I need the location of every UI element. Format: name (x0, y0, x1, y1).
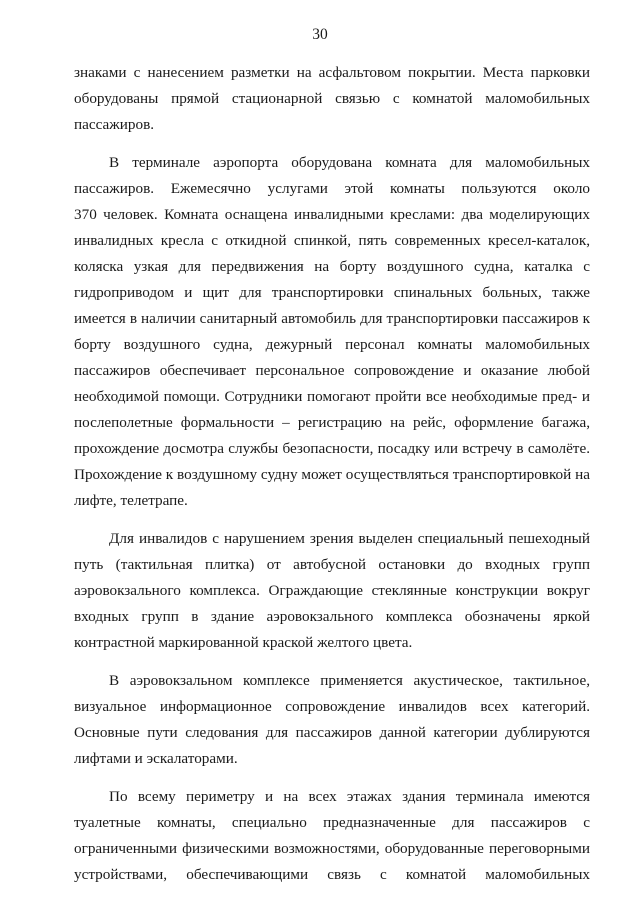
text-line: прохождение досмотра службы безопасности, посадку или встречу в самолёте. (74, 440, 590, 457)
text-line: В терминале аэропорта оборудована комната для маломобильных (109, 154, 590, 171)
text-line: борту воздушного судна, дежурный персонал комнаты маломобильных (74, 336, 590, 353)
body-text (74, 60, 590, 888)
text-line: Основные пути следования для пассажиров данной категории дублируются (74, 724, 590, 741)
text-line: послеполетные формальности – регистрацию на рейс, оформление багажа, (74, 414, 590, 431)
text-line: устройствами, обеспечивающими связь с комнатой маломобильных (74, 866, 590, 883)
text-line: ограниченными физическими возможностями, оборудованные переговорными (74, 840, 590, 857)
text-line: гидроприводом и щит для транспортировки спинальных больных, также (74, 284, 590, 301)
text-line: В аэровокзальном комплексе применяется акустическое, тактильное, (109, 672, 590, 689)
page-number: 30 (312, 26, 328, 43)
text-line: коляска узкая для передвижения на борту воздушного судна, каталка с (74, 258, 590, 275)
text-line: пассажиров. (74, 116, 155, 133)
text-line: лифте, телетрапе. (74, 492, 188, 509)
text-line: Прохождение к воздушному судну может осуществляться транспортировкой на (74, 466, 590, 483)
text-line: Для инвалидов с нарушением зрения выделен специальный пешеходный (109, 530, 590, 547)
paragraph (74, 784, 590, 888)
paragraph (74, 60, 590, 138)
text-line: пассажиров обеспечивает персональное сопровождение и оказание любой (74, 362, 590, 379)
text-line: путь (тактильная плитка) от автобусной остановки до входных групп (74, 556, 590, 573)
text-line: аэровокзального комплекса. Ограждающие стеклянные конструкции вокруг (74, 582, 590, 599)
text-line: визуальное информационное сопровождение инвалидов всех категорий. (74, 698, 590, 715)
text-line: инвалидных кресла с откидной спинкой, пять современных кресел-каталок, (74, 232, 590, 249)
text-line: По всему периметру и на всех этажах здания терминала имеются (109, 788, 590, 805)
text-line: пассажиров. Ежемесячно услугами этой комнаты пользуются около (74, 180, 590, 197)
text-line: входных групп в здание аэровокзального комплекса обозначены яркой (74, 608, 590, 625)
paragraph (74, 526, 590, 656)
text-line: лифтами и эскалаторами. (74, 750, 238, 767)
text-line: туалетные комнаты, специально предназначенные для пассажиров с (74, 814, 590, 831)
text-line: необходимой помощи. Сотрудники помогают пройти все необходимые пред- и (74, 388, 590, 405)
text-line: имеется в наличии санитарный автомобиль для транспортировки пассажиров к (74, 310, 590, 327)
text-line: оборудованы прямой стационарной связью с комнатой маломобильных (74, 90, 590, 107)
paragraph (74, 668, 590, 772)
text-line: 370 человек. Комната оснащена инвалидными креслами: два моделирующих (74, 206, 590, 223)
text-line: контрастной маркированной краской желтого цвета. (74, 634, 413, 651)
paragraph (74, 150, 590, 514)
text-line: знаками с нанесением разметки на асфальтовом покрытии. Места парковки (74, 64, 590, 81)
